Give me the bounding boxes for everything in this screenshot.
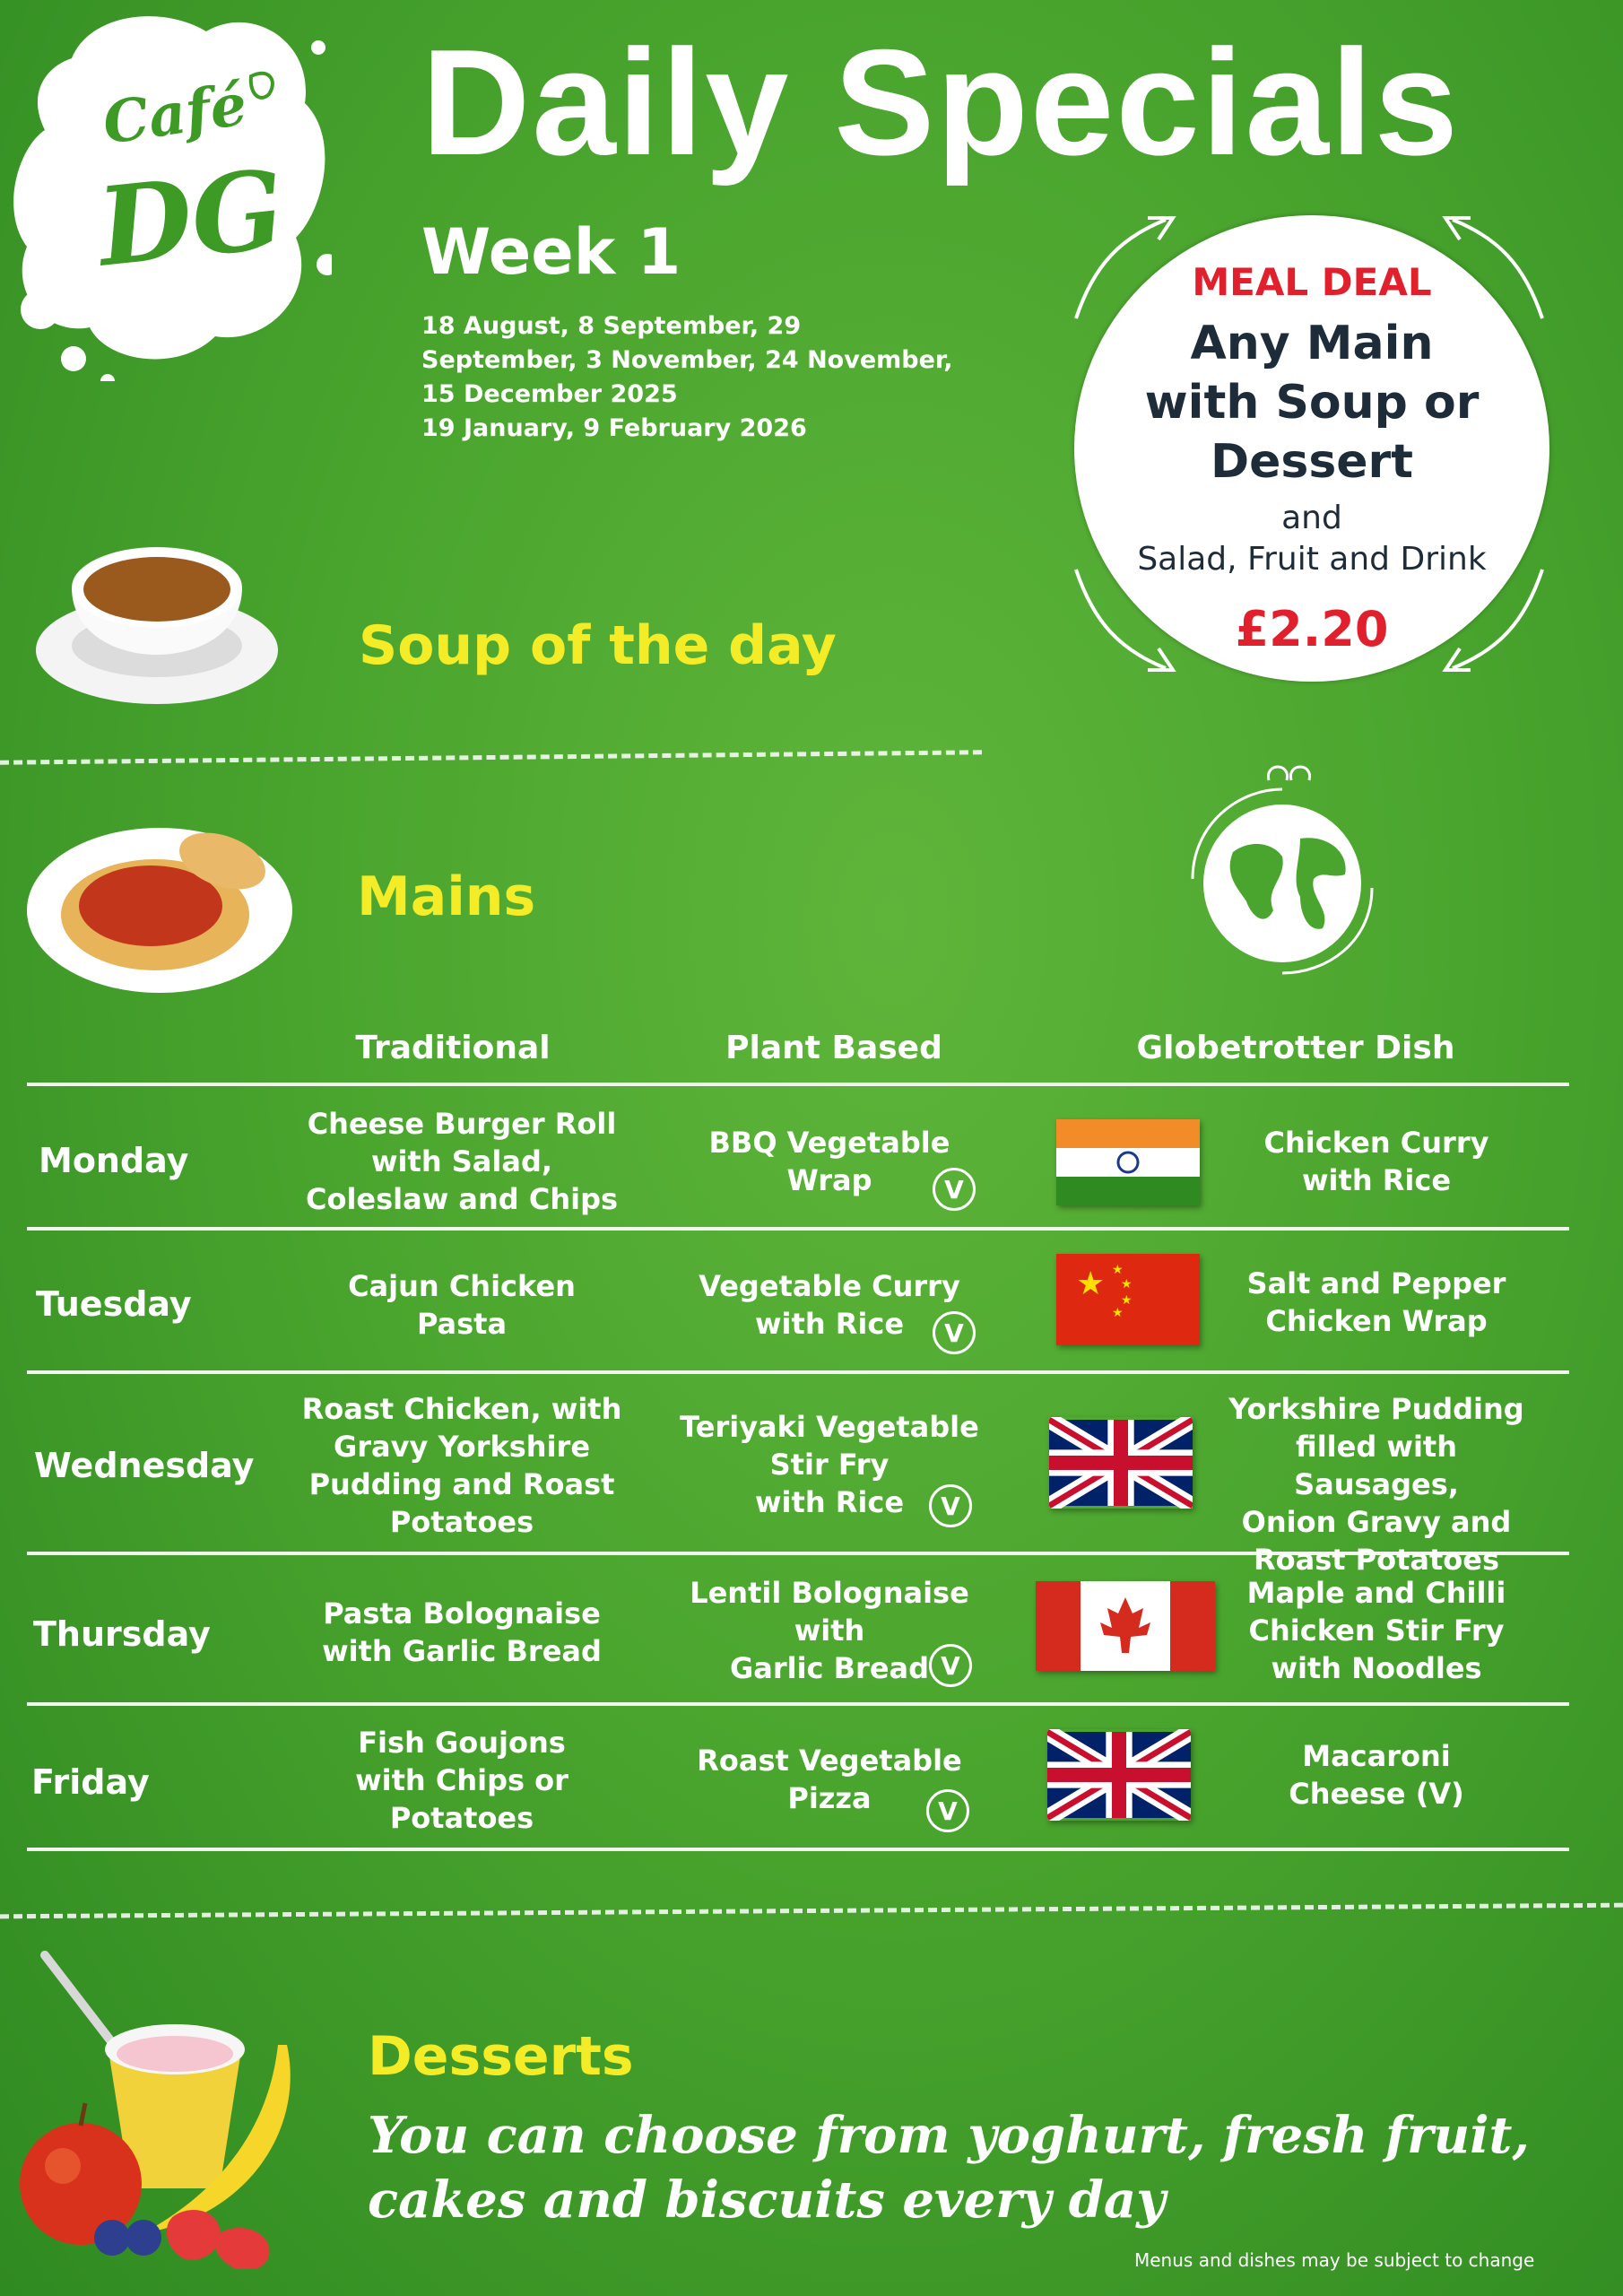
globetrotter-dish xyxy=(1211,1124,1542,1199)
column-header-traditional: Traditional xyxy=(355,1030,551,1066)
plant-based-leaf-icon: V xyxy=(929,1644,972,1687)
date-line: 18 August, 8 September, 29 xyxy=(421,312,802,340)
dish-line: Potatoes xyxy=(389,1505,534,1539)
footnote: Menus and dishes may be subject to change xyxy=(1134,2249,1535,2271)
dish-line: Chicken Curry xyxy=(1263,1126,1489,1160)
dish-line: Roast Potatoes xyxy=(1253,1543,1500,1577)
dish-line: Pasta xyxy=(416,1307,508,1341)
dish-line: Potatoes xyxy=(389,1801,534,1835)
meal-deal-sub xyxy=(1074,498,1549,580)
desserts-description xyxy=(368,2103,1533,2232)
meal-deal-sub-line: Salad, Fruit and Drink xyxy=(1137,541,1487,578)
dish-line: Stir Fry xyxy=(769,1448,890,1482)
dish-line: Coleslaw and Chips xyxy=(305,1182,619,1216)
globetrotter-dish xyxy=(1211,1390,1542,1578)
dish-line: Pizza xyxy=(787,1781,872,1815)
dish-line: with Rice xyxy=(1301,1163,1452,1197)
dish-line: Salt and Pepper xyxy=(1246,1266,1506,1300)
dish-line: Roast Chicken, with xyxy=(301,1392,622,1426)
canada-flag-icon xyxy=(1036,1581,1215,1671)
svg-text:★: ★ xyxy=(1076,1265,1106,1302)
dish-line: with Garlic Bread xyxy=(322,1634,602,1668)
meal-deal-price: £2.20 xyxy=(1235,601,1389,657)
traditional-dish xyxy=(269,1724,655,1837)
page-title: Daily Specials xyxy=(421,18,1460,187)
dish-line: filled with Sausages, xyxy=(1294,1430,1459,1501)
table-rule xyxy=(27,1227,1569,1231)
table-rule xyxy=(27,1370,1569,1374)
dish-line: Pasta Bolognaise xyxy=(323,1596,601,1631)
dish-line: Chicken Wrap xyxy=(1265,1304,1488,1338)
globe-icon xyxy=(1166,753,1399,987)
dish-line: Macaroni xyxy=(1302,1739,1451,1773)
dish-line: Pudding and Roast xyxy=(308,1467,615,1501)
uk-flag-icon xyxy=(1049,1417,1193,1509)
svg-text:★: ★ xyxy=(1112,1306,1124,1320)
dish-line: with Salad, xyxy=(370,1144,552,1178)
table-rule xyxy=(27,1083,1569,1086)
soup-bowl-icon xyxy=(31,534,282,713)
divider xyxy=(0,1903,1623,1919)
week-label: Week 1 xyxy=(421,215,681,289)
date-line: 15 December 2025 xyxy=(421,380,678,408)
table-rule xyxy=(27,1702,1569,1706)
globetrotter-dish xyxy=(1211,1737,1542,1813)
column-header-globetrotter: Globetrotter Dish xyxy=(1136,1030,1455,1066)
desserts-line: cakes and biscuits every day xyxy=(368,2170,1166,2230)
day-label-monday: Monday xyxy=(39,1141,189,1180)
column-header-plant-based: Plant Based xyxy=(725,1030,942,1066)
dish-line: Gravy Yorkshire xyxy=(333,1430,591,1464)
plant-based-leaf-icon: V xyxy=(926,1789,969,1832)
svg-text:★: ★ xyxy=(1121,1293,1133,1308)
meal-deal-sub-line: and xyxy=(1281,500,1342,536)
plant-based-leaf-icon: V xyxy=(933,1311,976,1354)
meal-deal-main xyxy=(1074,314,1549,491)
logo-text-dg: DG xyxy=(92,145,291,291)
dish-line: Vegetable Curry xyxy=(699,1269,960,1303)
dish-line: Lentil Bolognaise xyxy=(690,1576,969,1610)
svg-text:★: ★ xyxy=(1121,1277,1133,1292)
day-label-tuesday: Tuesday xyxy=(36,1284,192,1324)
dish-line: with Chips or xyxy=(355,1763,568,1797)
dish-line: BBQ Vegetable xyxy=(708,1126,950,1160)
meal-deal-line: with Soup or xyxy=(1144,376,1480,430)
plant-based-leaf-icon: V xyxy=(929,1484,972,1527)
date-line: September, 3 November, 24 November, xyxy=(421,346,953,374)
divider xyxy=(0,750,982,764)
dish-line: Chicken Stir Fry xyxy=(1248,1613,1505,1648)
dish-line: with Rice xyxy=(754,1307,905,1341)
dish-line: Yorkshire Pudding xyxy=(1228,1392,1524,1426)
dish-line: Cheese Burger Roll xyxy=(307,1107,617,1141)
uk-flag-icon xyxy=(1047,1729,1191,1821)
meal-deal-label: MEAL DEAL xyxy=(1192,260,1432,304)
meal-deal-line: Dessert xyxy=(1210,435,1414,489)
india-flag-icon xyxy=(1056,1119,1200,1205)
plant-based-leaf-icon: V xyxy=(933,1168,976,1211)
dish-line: Fish Goujons xyxy=(358,1726,566,1760)
china-flag-icon xyxy=(1056,1254,1200,1345)
dish-line: Teriyaki Vegetable xyxy=(680,1410,979,1444)
dish-line: Cajun Chicken xyxy=(348,1269,576,1303)
dish-line: Garlic Bread xyxy=(729,1651,930,1685)
soup-title: Soup of the day xyxy=(359,614,837,677)
globetrotter-dish xyxy=(1211,1574,1542,1687)
meal-deal-line: Any Main xyxy=(1190,317,1434,370)
table-rule xyxy=(27,1848,1569,1851)
traditional-dish xyxy=(269,1267,655,1343)
week-dates xyxy=(421,309,959,446)
day-label-wednesday: Wednesday xyxy=(34,1446,255,1485)
traditional-dish xyxy=(269,1105,655,1218)
date-line: 19 January, 9 February 2026 xyxy=(421,414,807,442)
dish-line: Cheese (V) xyxy=(1289,1777,1464,1811)
spaghetti-plate-icon xyxy=(25,816,299,996)
desserts-line: You can choose from yoghurt, fresh fruit, xyxy=(368,2106,1530,2165)
traditional-dish xyxy=(269,1390,655,1541)
traditional-dish xyxy=(269,1595,655,1670)
mains-title: Mains xyxy=(357,865,536,928)
logo-text-cafe: Café xyxy=(99,71,251,158)
dish-line: Roast Vegetable xyxy=(697,1744,962,1778)
desserts-illustration-icon xyxy=(9,1946,323,2269)
dish-line: Onion Gravy and xyxy=(1241,1505,1512,1539)
dish-line: Maple and Chilli xyxy=(1246,1576,1506,1610)
svg-text:★: ★ xyxy=(1112,1263,1124,1277)
dish-line: with Noodles xyxy=(1271,1651,1482,1685)
globetrotter-dish xyxy=(1211,1265,1542,1340)
dish-line: Wrap xyxy=(786,1163,872,1197)
dish-line: with xyxy=(794,1613,865,1648)
day-label-thursday: Thursday xyxy=(33,1614,211,1654)
dish-line: with Rice xyxy=(754,1485,905,1519)
day-label-friday: Friday xyxy=(31,1762,150,1802)
desserts-title: Desserts xyxy=(368,2025,634,2088)
